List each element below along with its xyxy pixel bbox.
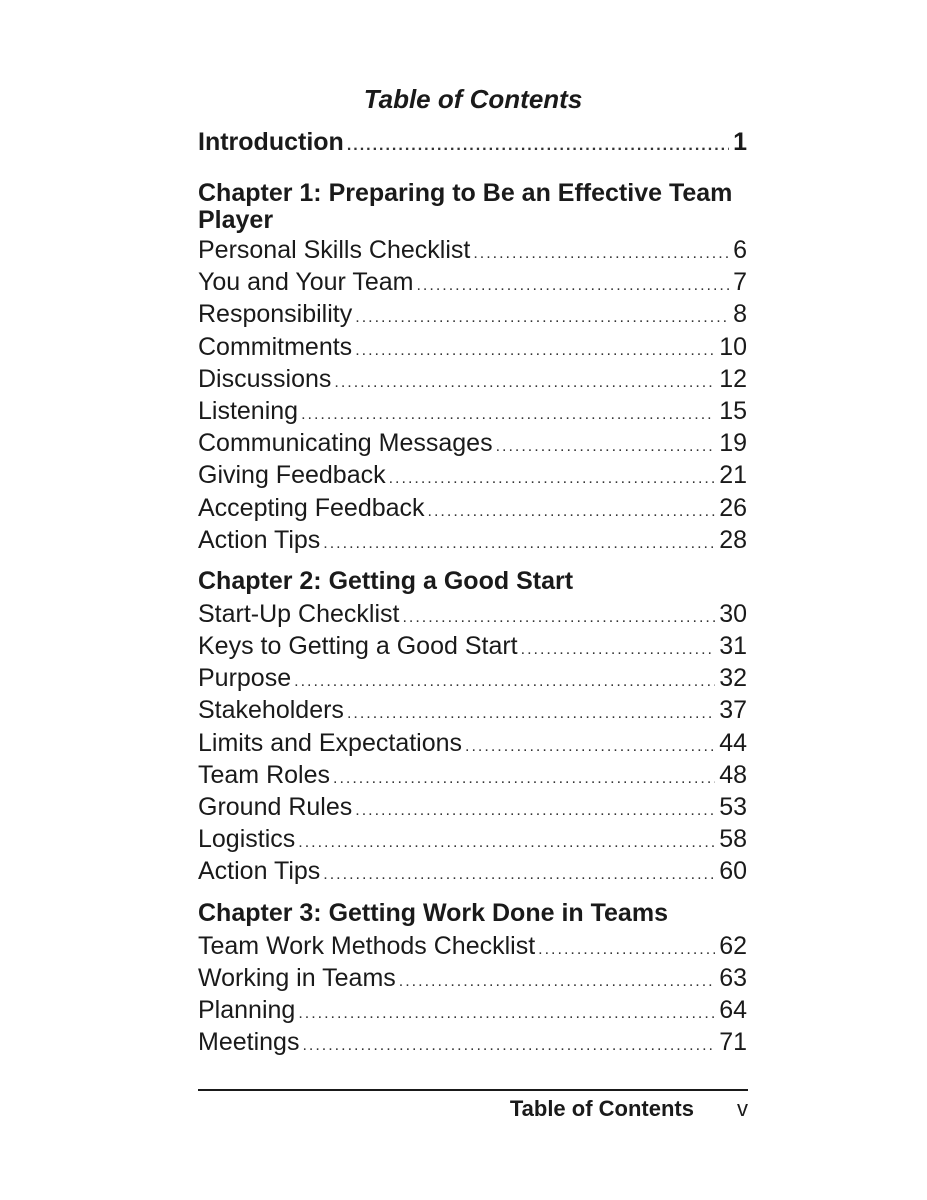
dot-leader [355,302,729,334]
toc-entry-page: 6 [733,236,747,264]
dot-leader [521,634,716,666]
toc-entry[interactable] [198,930,747,962]
dot-leader [355,335,715,367]
page-title: Table of Contents [363,84,583,114]
dot-leader [428,496,716,528]
toc-entry-page: 32 [719,664,747,693]
dot-leader [294,666,715,698]
toc-entry-page: 10 [719,332,747,361]
toc-entry-page: 7 [733,268,747,297]
dot-leader [389,463,716,495]
toc-entry-title: Discussions [198,364,332,393]
page-footer [198,1094,748,1124]
toc-entry[interactable] [198,427,747,459]
toc-entry[interactable] [198,459,747,491]
toc-entry[interactable] [198,823,747,855]
toc-entry[interactable] [198,266,747,298]
toc-entry-title: Planning [198,995,296,1024]
toc-entry-title: Commitments [198,332,353,361]
chapter-heading: Chapter 2: Getting a Good Start [198,566,574,595]
dot-leader [465,731,715,763]
toc-entry-title: Limits and Expectations [198,728,463,757]
toc-entry[interactable] [198,962,747,994]
toc-entry-title: Keys to Getting a Good Start [198,632,518,661]
dot-leader [323,859,715,891]
dot-leader [416,270,729,302]
toc-entry-title: Responsibility [198,300,353,329]
toc-entry[interactable] [198,331,747,363]
toc-entry-page: 28 [719,525,747,554]
toc-entry-title: Team Work Methods Checklist [198,931,536,960]
toc-entry-title: Logistics [198,825,296,854]
toc-entry-page: 1 [733,128,747,156]
toc-entry-title: Purpose [198,664,292,693]
toc-entry[interactable] [198,234,747,266]
table-of-contents [198,122,747,1058]
toc-entry-page: 19 [719,429,747,458]
dot-leader [298,998,715,1030]
toc-entry-title: Action Tips [198,525,321,554]
toc-entry-page: 30 [719,599,747,628]
toc-entry-page: 63 [719,963,747,992]
toc-entry-title: Introduction [198,128,344,156]
toc-entry-page: 71 [719,1028,747,1057]
toc-entry-title: Listening [198,396,299,425]
toc-entry-page: 15 [719,396,747,425]
toc-entry[interactable] [198,363,747,395]
toc-entry[interactable] [198,598,747,630]
toc-entry-title: Meetings [198,1028,300,1057]
dot-leader [298,827,715,859]
dot-leader [355,795,715,827]
toc-entry[interactable] [198,298,747,330]
toc-entry-page: 44 [719,728,747,757]
toc-entry[interactable] [198,662,747,694]
footer-label: Table of Contents [509,1096,694,1121]
footer-rule [198,1089,748,1091]
page-number: v [737,1096,748,1121]
toc-entry-title: Accepting Feedback [198,493,425,522]
toc-entry-title: Team Roles [198,760,330,789]
toc-entry[interactable] [198,759,747,791]
toc-entry-page: 62 [719,931,747,960]
toc-entry[interactable] [198,630,747,662]
toc-entry[interactable] [198,1026,747,1058]
toc-entry-page: 26 [719,493,747,522]
dot-leader [347,126,729,166]
toc-entry[interactable] [198,994,747,1026]
toc-entry[interactable] [198,791,747,823]
toc-entry-page: 12 [719,364,747,393]
toc-entry[interactable] [198,727,747,759]
toc-entry-title: You and Your Team [198,268,414,297]
toc-entry-title: Personal Skills Checklist [198,236,471,264]
toc-entry[interactable] [198,492,747,524]
toc-entry[interactable] [198,395,747,427]
dot-leader [399,966,715,998]
dot-leader [333,763,715,795]
toc-entry[interactable] [198,694,747,726]
toc-entry-page: 64 [719,995,747,1024]
toc-entry-page: 53 [719,793,747,821]
toc-entry-page: 37 [719,696,747,725]
dot-leader [473,238,729,270]
dot-leader [538,934,715,966]
dot-leader [334,367,715,399]
dot-leader [323,528,715,560]
toc-entry[interactable] [198,524,747,556]
chapter-heading: Chapter 3: Getting Work Done in Teams [198,898,668,927]
toc-entry-title: Working in Teams [198,963,396,992]
toc-entry-page: 60 [719,857,747,886]
toc-entry-title: Stakeholders [198,696,344,725]
chapter-heading: Chapter 1: Preparing to Be an Effective Team Player [198,179,733,234]
toc-entry-title: Ground Rules [198,793,353,821]
toc-entry[interactable] [198,855,747,887]
dot-leader [302,1030,715,1062]
toc-entry-introduction[interactable] [198,122,747,162]
toc-entry-title: Action Tips [198,857,321,886]
dot-leader [496,431,716,463]
toc-entry-page: 8 [733,300,747,329]
toc-entry-title: Start-Up Checklist [198,599,400,628]
toc-entry-page: 31 [719,632,747,661]
toc-entry-page: 58 [719,825,747,854]
toc-entry-title: Giving Feedback [198,461,386,490]
toc-entry-page: 48 [719,760,747,789]
toc-entry-title: Communicating Messages [198,429,493,458]
toc-entry-page: 21 [719,461,747,490]
